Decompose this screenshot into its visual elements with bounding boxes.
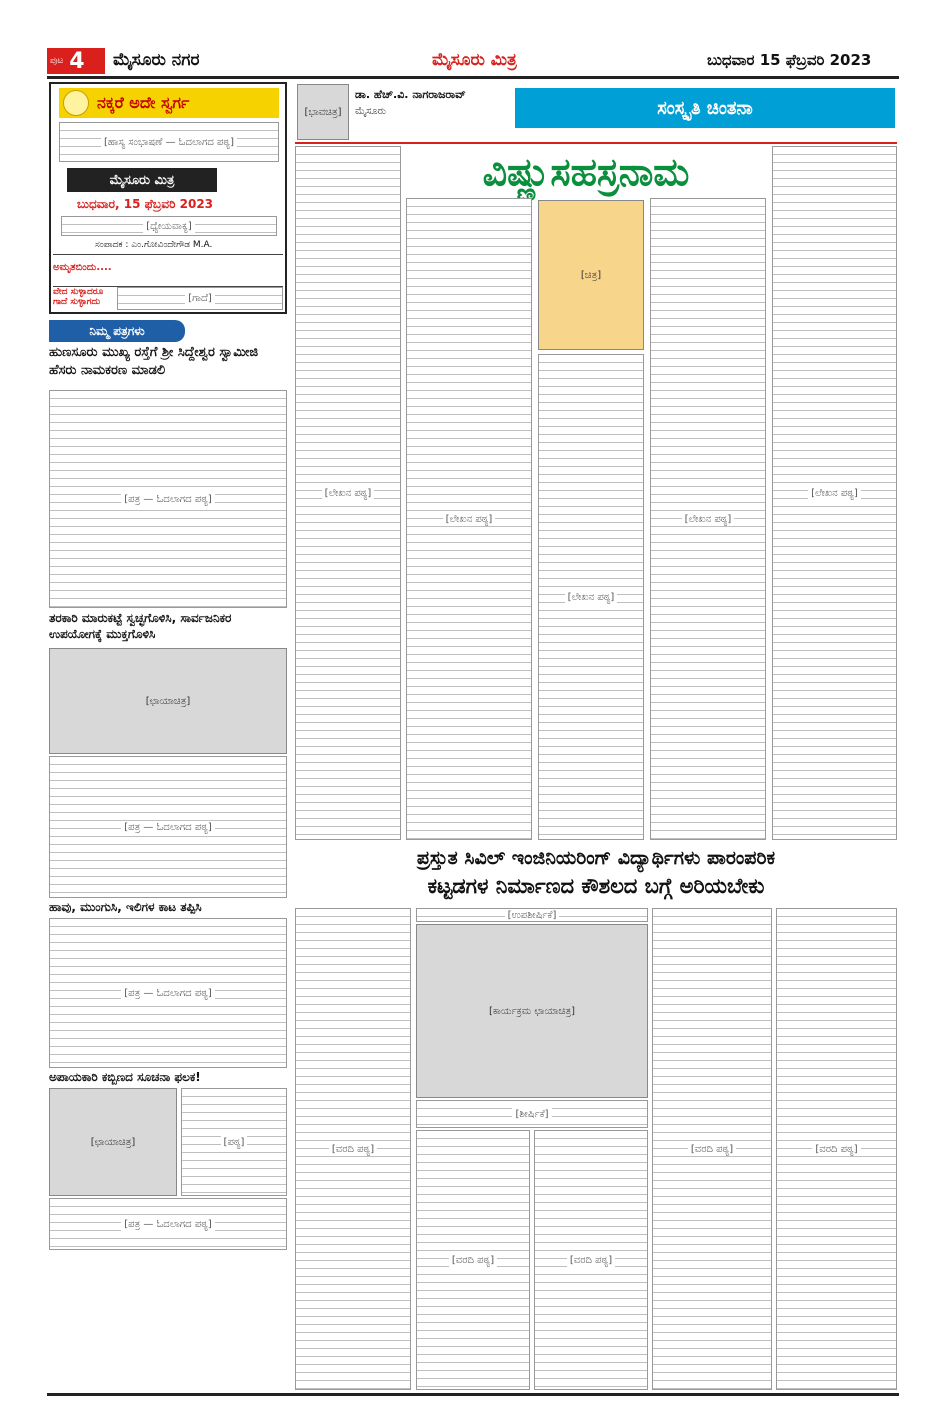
- nakkare-banner: [59, 88, 279, 118]
- vishnu-image: [ಚಿತ್ರ]: [538, 200, 644, 350]
- letter-2-title-text: ತರಕಾರಿ ಮಾರುಕಟ್ಟೆ ಸ್ವಚ್ಛಗೊಳಿಸಿ, ಸಾರ್ವಜನಿಕರ ಉಪಯೋಗಕ್ಕೆ ಮುಕ್ತಗೊಳಿಸಿ: [49, 611, 232, 641]
- letters-section: [49, 320, 287, 1394]
- column-name: ಸಂಸ್ಕೃತಿ ಚಿಂತನಾ: [657, 97, 753, 119]
- page-header: [47, 48, 899, 74]
- lower-col-5: [ವರದಿ ಪಠ್ಯ]: [776, 908, 897, 1390]
- lower-headline-line1: ಪ್ರಸ್ತುತ ಸಿವಿಲ್ ಇಂಜಿನಿಯರಿಂಗ್ ವಿದ್ಯಾರ್ಥಿಗಳು ಪಾರಂಪರಿಕ: [416, 847, 776, 869]
- lower-col-3: [ವರದಿ ಪಠ್ಯ]: [534, 1130, 648, 1390]
- page-label: ಪುಟ: [50, 56, 64, 66]
- letter-2-title: [49, 610, 287, 644]
- letter-2-body: [ಪತ್ರ — ಓದಲಾಗದ ಪಠ್ಯ]: [49, 756, 287, 898]
- laughing-face-icon: [63, 90, 89, 116]
- letter-1-body: [ಪತ್ರ — ಓದಲಾಗದ ಪಠ್ಯ]: [49, 390, 287, 608]
- photo-caption: [ಶೀರ್ಷಿಕೆ]: [416, 1100, 648, 1128]
- letter-1-title: [49, 344, 287, 388]
- column-banner: [515, 88, 895, 128]
- letters-title: ನಿಮ್ಮ ಪತ್ರಗಳು: [89, 323, 145, 338]
- lower-headline-line2: ಕಟ್ಟಡಗಳ ನಿರ್ಮಾಣದ ಕೌಶಲದ ಬಗ್ಗೆ ಅರಿಯಬೇಕು: [427, 874, 765, 898]
- letter-3-body: [ಪತ್ರ — ಓದಲಾಗದ ಪಠ್ಯ]: [49, 918, 287, 1068]
- amruta-title: ಅಮೃತಬಿಂದು....: [53, 262, 112, 273]
- market-photo: [ಛಾಯಾಚಿತ್ರ]: [49, 648, 287, 754]
- feature-col-5: [ಲೇಖನ ಪಠ್ಯ]: [772, 146, 897, 840]
- header-rule: [47, 76, 899, 79]
- page-date: ಬುಧವಾರ 15 ಫೆಬ್ರವರಿ 2023: [707, 51, 872, 69]
- mini-masthead: [67, 168, 217, 192]
- page-number-box: [47, 48, 105, 74]
- page-number: 4: [69, 48, 85, 74]
- veda-box: [53, 286, 283, 310]
- lower-col-2: [ವರದಿ ಪಠ್ಯ]: [416, 1130, 530, 1390]
- veda-text: [ಗಾದೆ]: [117, 287, 283, 310]
- feature-col-1: [ಲೇಖನ ಪಠ್ಯ]: [295, 146, 401, 840]
- feature-col-2: [ಲೇಖನ ಪಠ್ಯ]: [406, 198, 532, 840]
- imprint-box: [47, 1396, 899, 1399]
- mini-date: ಬುಧವಾರ, 15 ಫೆಬ್ರವರಿ 2023: [77, 197, 214, 211]
- author-photo: [ಭಾವಚಿತ್ರ]: [297, 84, 349, 140]
- event-photo: [ಕಾರ್ಯಕ್ರಮ ಛಾಯಾಚಿತ್ರ]: [416, 924, 648, 1098]
- author-city: ಮೈಸೂರು: [355, 106, 387, 117]
- lower-col-4: [ವರದಿ ಪಠ್ಯ]: [652, 908, 772, 1390]
- letter-1-title-text: ಹುಣಸೂರು ಮುಖ್ಯ ರಸ್ತೆಗೆ ಶ್ರೀ ಸಿದ್ದೇಶ್ವರ ಸ್ವಾಮೀಜಿ ಹೆಸರು ನಾಮಕರಣ ಮಾಡಲಿ: [49, 345, 259, 378]
- letter-4-body: [ಪತ್ರ — ಓದಲಾಗದ ಪಠ್ಯ]: [49, 1198, 287, 1250]
- letter-4-side: [ಪಠ್ಯ]: [181, 1088, 287, 1196]
- mini-motto: [ಧ್ಯೇಯವಾಕ್ಯ]: [61, 216, 277, 236]
- nakkare-joke-text: [ಹಾಸ್ಯ ಸಂಭಾಷಣೆ — ಓದಲಾಗದ ಪಠ್ಯ]: [59, 122, 279, 162]
- mini-masthead-text: ಮೈಸೂರು ಮಿತ್ರ: [109, 172, 175, 188]
- feature-title-text: ವಿಷ್ಣುಸಹಸ್ರನಾಮ: [482, 149, 690, 194]
- nakkare-title: ನಕ್ಕರೆ ಅದೇ ಸ್ವರ್ಗ: [97, 93, 190, 112]
- letter-4-title: [49, 1070, 287, 1086]
- lower-col-1: [ವರದಿ ಪಠ್ಯ]: [295, 908, 411, 1390]
- section-name: ಮೈಸೂರು ನಗರ: [113, 50, 200, 70]
- lower-headline: [295, 844, 897, 904]
- letters-banner: [49, 320, 185, 342]
- editor-label: ಸಂಪಾದಕ : ಎಂ.ಗೋವಿಂದೇಗೌಡ M.A.: [95, 240, 213, 250]
- nakkare-box: [49, 82, 287, 314]
- letter-3-title: [49, 900, 287, 916]
- amruta-box: [53, 254, 283, 284]
- feature-col-4: [ಲೇಖನ ಪಠ್ಯ]: [650, 198, 766, 840]
- lower-subhead: [ಉಪಶೀರ್ಷಿಕೆ]: [416, 908, 648, 922]
- author-name: ಡಾ. ಹೆಚ್.ವಿ. ನಾಗರಾಜರಾವ್: [355, 88, 466, 101]
- signboard-photo: [ಛಾಯಾಚಿತ್ರ]: [49, 1088, 177, 1196]
- feature-header: [295, 82, 897, 144]
- feature-col-3a: [ಲೇಖನ ಪಠ್ಯ]: [538, 354, 644, 840]
- letter-3-title-text: ಹಾವು, ಮುಂಗುಸಿ, ಇಲಿಗಳ ಕಾಟ ತಪ್ಪಿಸಿ: [49, 900, 202, 914]
- letter-4-title-text: ಅಪಾಯಕಾರಿ ಕಬ್ಬಿಣದ ಸೂಚನಾ ಫಲಕ!: [49, 1070, 201, 1084]
- feature-title: [406, 148, 766, 196]
- veda-title: ವೇದ ಸುಳ್ಳಾದರೂ ಗಾದೆ ಸುಳ್ಳಾಗದು: [53, 287, 104, 307]
- masthead: ಮೈಸೂರು ಮಿತ್ರ: [432, 50, 517, 70]
